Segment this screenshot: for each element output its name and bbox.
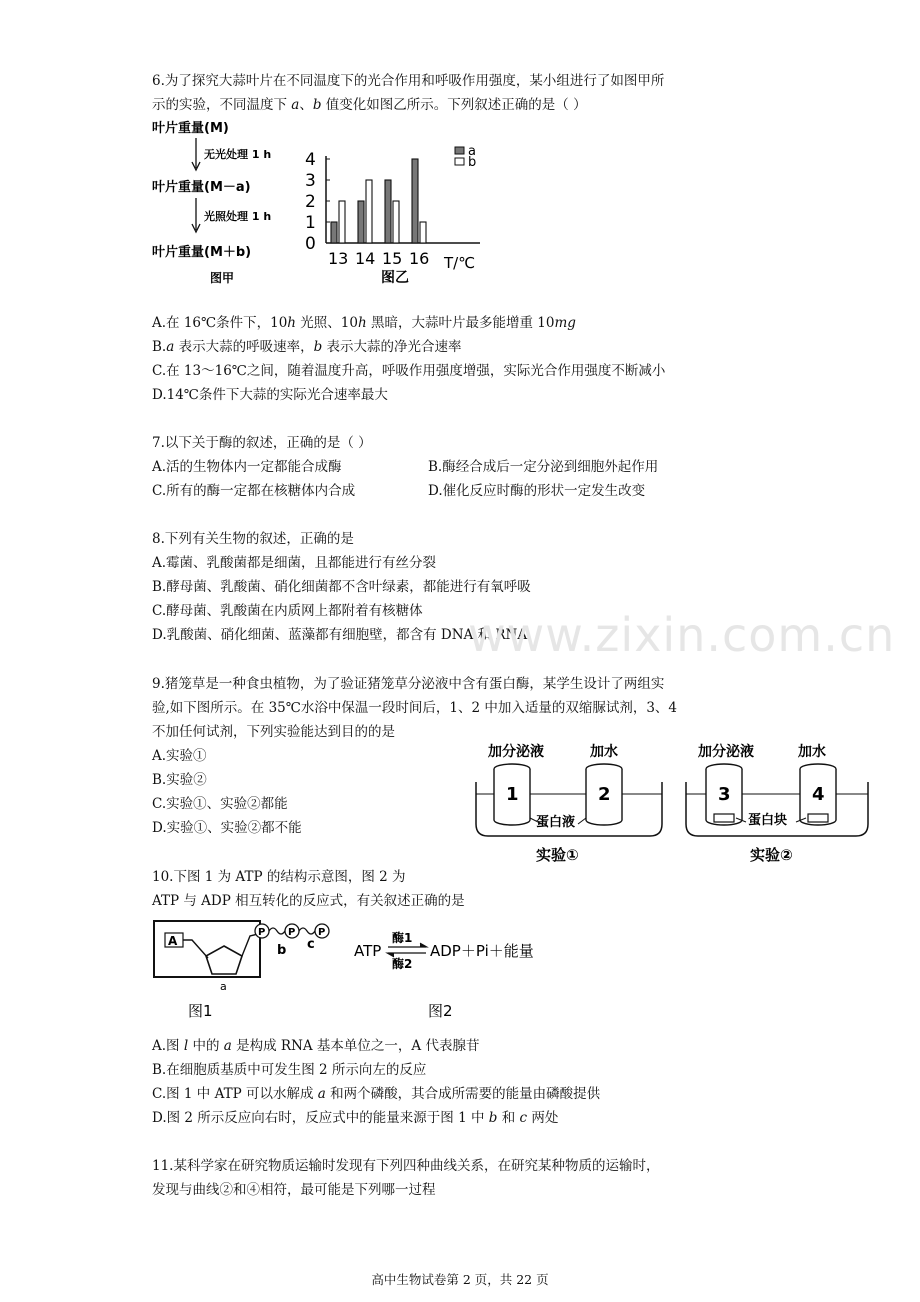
q9-option-b: B.实验②: [152, 772, 207, 788]
figure-atp-structure: [150, 918, 350, 1026]
q7-option-b: B.酶经合成后一定分泌到细胞外起作用: [428, 459, 659, 475]
reaction-products: ADP＋Pi＋能量: [430, 942, 534, 960]
q9-option-a: A.实验①: [152, 748, 207, 764]
label-a: a: [220, 980, 227, 993]
forward-arrowhead: [420, 943, 427, 947]
figure-atp-adp-reaction: [350, 926, 570, 1022]
y-tick-label-0: 0: [305, 234, 316, 254]
page-footer: 高中生物试卷第 2 页，共 22 页: [371, 1272, 549, 1287]
exp2-add-secretion-label: 加分泌液: [698, 744, 754, 760]
tube-3-label: 3: [718, 784, 731, 805]
y-tick-label-2: 2: [305, 192, 316, 212]
q6-option-b: B.a 表示大蒜的呼吸速率，b 表示大蒜的净光合速率: [152, 339, 462, 355]
q7-stem: 7.以下关于酶的叙述，正确的是（ ）: [152, 435, 372, 451]
phosphate-2-label: P: [288, 927, 296, 938]
q11-stem-line1: 11.某科学家在研究物质运输时发现有下列四种曲线关系，在研究某种物质的运输时，: [152, 1158, 660, 1174]
fig-jia-caption: 图甲: [210, 271, 235, 285]
watermark-text: www.zixin.com.cn: [468, 608, 896, 662]
bar-b-16: [420, 222, 426, 243]
legend-swatch-a: [455, 147, 464, 154]
bar-a-14: [358, 201, 364, 243]
fig-jia-weight-m-minus-a: 叶片重量(M－a): [152, 180, 251, 195]
q10-option-a: A.图 l 中的 a 是构成 RNA 基本单位之一，A 代表腺苷: [152, 1038, 480, 1054]
q7-option-d: D.催化反应时酶的形状一定发生改变: [428, 483, 646, 499]
fig-jia-weight-m: 叶片重量(M): [152, 121, 229, 136]
q7-option-a: A.活的生物体内一定都能合成酶: [152, 459, 342, 475]
q8-option-b: B.酵母菌、乳酸菌、硝化细菌都不含叶绿素，都能进行有氧呼吸: [152, 579, 531, 595]
q9-stem-line3: 不加任何试剂，下列实验能达到目的的是: [152, 724, 395, 740]
q6-option-d: D.14℃条件下大蒜的实际光合速率最大: [152, 387, 388, 403]
high-energy-bond-b: [269, 928, 285, 934]
protein-block-label: 蛋白块: [748, 813, 788, 828]
fig1-caption: 图1: [188, 1002, 213, 1020]
q10-option-c: C.图 1 中 ATP 可以水解成 a 和两个磷酸，其合成所需要的能量由磷酸提供: [152, 1086, 601, 1102]
legend-label-b: b: [468, 155, 477, 170]
protein-block-4: [808, 814, 828, 822]
y-tick-label-4: 4: [305, 150, 316, 170]
q10-option-d: D.图 2 所示反应向右时，反应式中的能量来源于图 1 中 b 和 c 两处: [152, 1110, 559, 1126]
q9-option-d: D.实验①、实验②都不能: [152, 820, 302, 836]
phosphate-1-label: P: [258, 927, 266, 938]
q10-option-b: B.在细胞质基质中可发生图 2 所示向左的反应: [152, 1062, 427, 1078]
exp1-pointer-right: [578, 818, 586, 824]
y-tick-label-3: 3: [305, 171, 316, 191]
bar-b-14: [366, 180, 372, 243]
x-tick-label-15: 15: [382, 249, 403, 268]
phosphate-3-label: P: [318, 927, 326, 938]
tube-2-label: 2: [598, 784, 611, 805]
label-c: c: [307, 937, 315, 952]
q6-option-a: A.在 16℃条件下，10h 光照、10h 黑暗，大蒜叶片最多能增重 10mg: [152, 315, 576, 331]
bar-b-15: [393, 201, 399, 243]
protein-block-3: [714, 814, 734, 822]
y-tick-label-1: 1: [305, 213, 316, 233]
q9-stem-line2: 验,如下图所示。在 35℃水浴中保温一段时间后，1、2 中加入适量的双缩脲试剂，3、4: [152, 700, 678, 716]
fig-jia-weight-m-plus-b: 叶片重量(M＋b): [152, 245, 252, 260]
exp1-add-secretion-label: 加分泌液: [488, 744, 544, 760]
x-tick-label-14: 14: [355, 249, 376, 268]
chart-x-label: T/℃: [444, 254, 476, 272]
legend-label-a: a: [468, 144, 476, 159]
bar-a-16: [412, 159, 418, 243]
tube-1-label: 1: [506, 784, 519, 805]
adenine-bond: [183, 940, 208, 958]
figure-experiment-1: [470, 738, 670, 866]
q8-option-c: C.酵母菌、乳酸菌在内质网上都附着有核糖体: [152, 603, 423, 619]
x-tick-label-13: 13: [328, 249, 349, 268]
bar-b-13: [339, 201, 345, 243]
figure-jia: [150, 116, 310, 290]
q8-option-a: A.霉菌、乳酸菌都是细菌，且都能进行有丝分裂: [152, 555, 437, 571]
fig2-caption: 图2: [428, 1002, 453, 1020]
q9-option-c: C.实验①、实验②都能: [152, 796, 288, 812]
exp1-add-water-label: 加水: [590, 744, 618, 760]
x-tick-label-16: 16: [409, 249, 430, 268]
q7-option-c: C.所有的酶一定都在核糖体内合成: [152, 483, 356, 499]
q11-stem-line2: 发现与曲线②和④相符，最可能是下列哪一过程: [152, 1182, 436, 1198]
exp2-caption: 实验②: [750, 846, 793, 864]
exp1-caption: 实验①: [536, 846, 579, 864]
figure-experiment-2: [680, 738, 880, 866]
legend-swatch-b: [455, 158, 464, 165]
q6-option-c: C.在 13～16℃之间，随着温度升高，呼吸作用强度增强，实际光合作用强度不断减小: [152, 363, 666, 379]
ribose-phosphate-bond: [242, 934, 258, 956]
protein-liquid-label: 蛋白液: [536, 815, 576, 830]
high-energy-bond-c: [299, 928, 315, 934]
q8-stem: 8.下列有关生物的叙述，正确的是: [152, 531, 354, 547]
q9-stem-line1: 9.猪笼草是一种食虫植物，为了验证猪笼草分泌液中含有蛋白酶，某学生设计了两组实: [152, 676, 665, 692]
reaction-enzyme-2: 酶2: [392, 957, 413, 971]
q10-stem-line1: 10.下图 1 为 ATP 的结构示意图，图 2 为: [152, 869, 406, 885]
chart-yi: [305, 140, 495, 290]
bar-a-13: [331, 222, 337, 243]
chart-title: 图乙: [381, 270, 409, 286]
reaction-atp: ATP: [354, 942, 382, 960]
q6-stem-line2: 示的实验，不同温度下 a、b 值变化如图乙所示。下列叙述正确的是（ ）: [152, 97, 587, 113]
fig-jia-step-dark: 无光处理 1 h: [204, 148, 272, 161]
q6-stem-line1: 6.为了探究大蒜叶片在不同温度下的光合作用和呼吸作用强度，某小组进行了如图甲所: [152, 73, 665, 89]
ribose-ring: [206, 946, 242, 974]
adenine-label: A: [168, 934, 178, 948]
fig-jia-step-light: 光照处理 1 h: [204, 210, 272, 223]
bar-a-15: [385, 180, 391, 243]
q8-option-d: D.乳酸菌、硝化细菌、蓝藻都有细胞壁，都含有 DNA 和 RNA: [152, 627, 528, 643]
tube-4-label: 4: [812, 784, 825, 805]
exp2-add-water-label: 加水: [798, 744, 826, 760]
label-b: b: [277, 943, 287, 958]
reaction-enzyme-1: 酶1: [392, 931, 413, 945]
q10-stem-line2: ATP 与 ADP 相互转化的反应式，有关叙述正确的是: [152, 893, 465, 909]
